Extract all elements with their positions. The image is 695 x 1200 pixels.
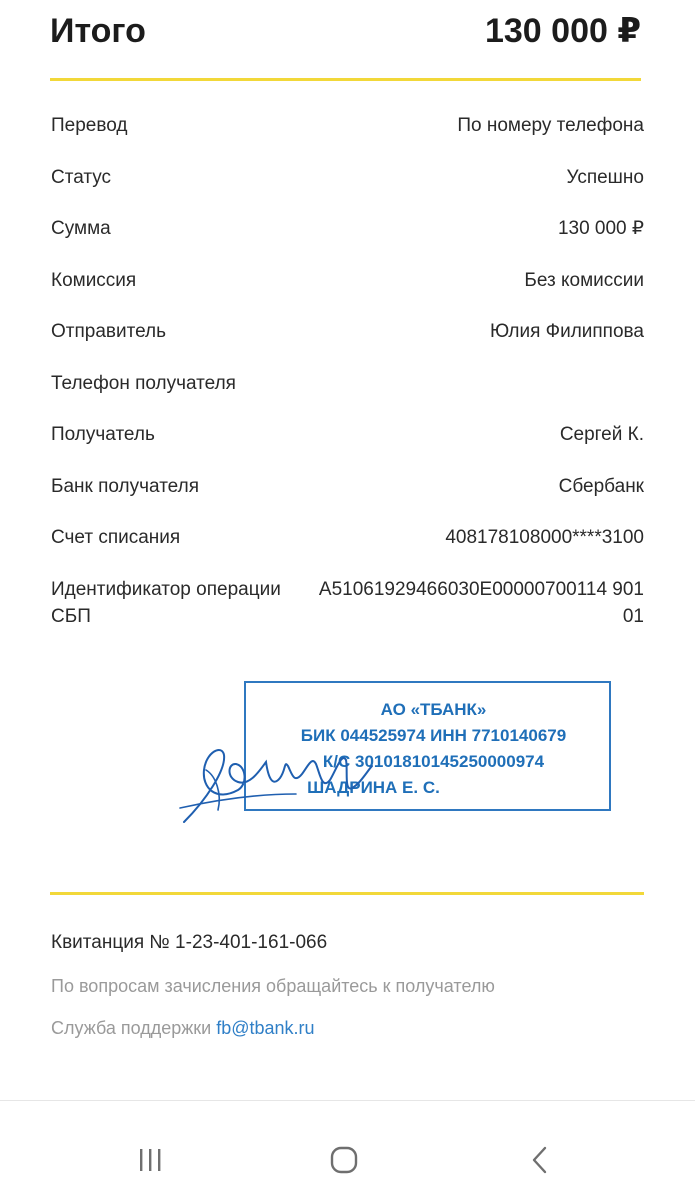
- detail-row-debit-account: [51, 524, 644, 576]
- receipt-number: Квитанция № 1-23-401-161-066: [51, 932, 328, 953]
- detail-row-sender: [51, 318, 644, 370]
- detail-label: Счет списания: [51, 527, 181, 548]
- detail-label: Статус: [51, 166, 112, 188]
- stamp-line-signer: ШАДРИНА Е. С.: [307, 778, 440, 797]
- system-navbar: [0, 1130, 695, 1190]
- total-amount: 130 000 ₽: [484, 12, 641, 50]
- signature-icon: [176, 730, 376, 830]
- detail-row-status: [51, 164, 644, 216]
- detail-row-amount: [51, 215, 644, 267]
- detail-label: Сумма: [51, 218, 111, 239]
- navbar-divider: [0, 1100, 695, 1101]
- detail-value: Сергей К.: [559, 424, 644, 445]
- detail-value: Без комиссии: [524, 269, 644, 291]
- recent-apps-icon: [135, 1146, 165, 1174]
- bottom-divider: [50, 892, 644, 895]
- home-icon: [329, 1145, 359, 1175]
- detail-row-recipient-phone: [51, 370, 644, 422]
- stamp-line-bik-inn: БИК 044525974 ИНН 7710140679: [300, 726, 567, 745]
- back-icon: [528, 1145, 552, 1175]
- detail-value: A51061929466030E00000700114 90101: [318, 578, 644, 627]
- detail-row-sbp-id: [51, 576, 644, 636]
- detail-value: Сбербанк: [558, 475, 644, 497]
- support-label: Служба поддержки: [51, 1018, 212, 1038]
- stamp-line-bank: АО «ТБАНК»: [380, 700, 487, 719]
- detail-label: Перевод: [51, 115, 128, 136]
- detail-label: Идентификатор операции СБП: [51, 578, 281, 627]
- total-label: Итого: [50, 11, 146, 50]
- detail-value: Юлия Филиппова: [490, 321, 644, 342]
- detail-value: По номеру телефона: [457, 115, 644, 136]
- support-line: [51, 1014, 655, 1042]
- receipt-footer: [51, 928, 655, 1042]
- support-email-link[interactable]: fb@tbank.ru: [216, 1018, 315, 1038]
- details-list: [51, 112, 644, 636]
- detail-row-recipient: [51, 421, 644, 473]
- detail-row-commission: [51, 267, 644, 319]
- top-divider: [50, 78, 641, 81]
- stamp-line-ks: К/С 30101810145250000974: [322, 752, 545, 771]
- home-button[interactable]: [314, 1140, 374, 1180]
- detail-label: Получатель: [51, 424, 155, 445]
- detail-label: Телефон получателя: [51, 372, 236, 394]
- back-button[interactable]: [510, 1140, 570, 1180]
- detail-label: Банк получателя: [51, 475, 199, 497]
- detail-label: Отправитель: [51, 321, 167, 342]
- detail-value: Успешно: [566, 166, 644, 188]
- detail-row-recipient-bank: [51, 473, 644, 525]
- detail-value: 130 000 ₽: [557, 218, 644, 239]
- recipient-hint: По вопросам зачисления обращайтесь к получателю: [51, 976, 495, 996]
- total-row: [50, 8, 641, 54]
- detail-row-transfer: [51, 112, 644, 164]
- detail-label: Комиссия: [51, 269, 137, 291]
- detail-value: 408178108000****3100: [445, 527, 644, 548]
- recent-apps-button[interactable]: [120, 1140, 180, 1180]
